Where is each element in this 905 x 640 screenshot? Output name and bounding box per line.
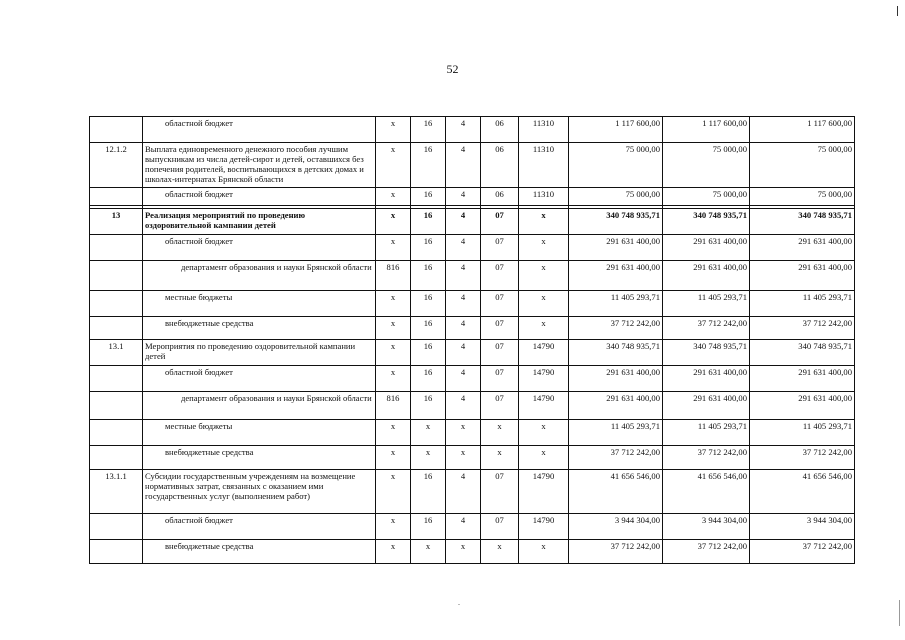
code-cell: х xyxy=(519,540,569,564)
amount-cell: 75 000,00 xyxy=(569,143,663,188)
amount-cell: 37 712 242,00 xyxy=(750,540,855,564)
budget-table xyxy=(89,116,855,564)
amount-cell: 291 631 400,00 xyxy=(663,261,750,291)
code-cell: х xyxy=(376,291,411,317)
code-cell: х xyxy=(519,420,569,446)
amount-cell: 291 631 400,00 xyxy=(569,235,663,261)
row-number-cell xyxy=(90,291,143,317)
code-cell: 16 xyxy=(411,261,446,291)
row-number-cell xyxy=(90,317,143,340)
code-cell: 06 xyxy=(481,188,519,206)
code-cell: х xyxy=(376,317,411,340)
code-cell: х xyxy=(411,540,446,564)
amount-cell: 75 000,00 xyxy=(663,188,750,206)
amount-cell: 11 405 293,71 xyxy=(569,420,663,446)
code-cell: 16 xyxy=(411,392,446,420)
amount-cell: 340 748 935,71 xyxy=(750,340,855,366)
code-cell: 816 xyxy=(376,392,411,420)
code-cell: 16 xyxy=(411,188,446,206)
code-cell: 4 xyxy=(446,209,481,235)
row-name-cell: местные бюджеты xyxy=(143,420,376,446)
code-cell: х xyxy=(446,540,481,564)
code-cell: 16 xyxy=(411,143,446,188)
table-row xyxy=(90,235,855,261)
code-cell: х xyxy=(376,340,411,366)
code-cell: 16 xyxy=(411,514,446,540)
code-cell: 07 xyxy=(481,392,519,420)
row-name-cell: Выплата единовременного денежного пособия лучшим выпускникам из числа детей-сирот и детей, оставшихся без попечения родителей, воспитывающихся в детских домах и школах-интернатах Брянской области xyxy=(143,143,376,188)
row-name-cell: областной бюджет xyxy=(143,366,376,392)
code-cell: 4 xyxy=(446,340,481,366)
code-cell: 16 xyxy=(411,291,446,317)
row-name-cell: внебюджетные средства xyxy=(143,446,376,470)
row-number-cell: 12.1.2 xyxy=(90,143,143,188)
row-name-cell: областной бюджет xyxy=(143,235,376,261)
amount-cell: 75 000,00 xyxy=(750,188,855,206)
amount-cell: 75 000,00 xyxy=(663,143,750,188)
code-cell: х xyxy=(376,470,411,514)
code-cell: 07 xyxy=(481,317,519,340)
code-cell: х xyxy=(446,446,481,470)
row-number-cell xyxy=(90,188,143,206)
code-cell: х xyxy=(376,514,411,540)
amount-cell: 37 712 242,00 xyxy=(750,317,855,340)
table-row xyxy=(90,340,855,366)
code-cell: 06 xyxy=(481,143,519,188)
code-cell: 14790 xyxy=(519,514,569,540)
row-number-cell xyxy=(90,540,143,564)
table-row xyxy=(90,317,855,340)
table-row xyxy=(90,514,855,540)
amount-cell: 37 712 242,00 xyxy=(569,446,663,470)
row-number-cell xyxy=(90,420,143,446)
code-cell: 4 xyxy=(446,188,481,206)
code-cell: 07 xyxy=(481,291,519,317)
amount-cell: 1 117 600,00 xyxy=(750,117,855,143)
code-cell: 07 xyxy=(481,514,519,540)
row-name-cell: внебюджетные средства xyxy=(143,317,376,340)
code-cell: х xyxy=(519,317,569,340)
amount-cell: 1 117 600,00 xyxy=(569,117,663,143)
table-row xyxy=(90,261,855,291)
code-cell: х xyxy=(519,209,569,235)
code-cell: х xyxy=(519,291,569,317)
amount-cell: 291 631 400,00 xyxy=(663,366,750,392)
row-name-cell: областной бюджет xyxy=(143,117,376,143)
amount-cell: 1 117 600,00 xyxy=(663,117,750,143)
amount-cell: 11 405 293,71 xyxy=(569,291,663,317)
row-number-cell xyxy=(90,392,143,420)
amount-cell: 291 631 400,00 xyxy=(750,366,855,392)
code-cell: х xyxy=(481,446,519,470)
code-cell: х xyxy=(411,420,446,446)
amount-cell: 37 712 242,00 xyxy=(663,446,750,470)
amount-cell: 291 631 400,00 xyxy=(663,235,750,261)
row-number-cell xyxy=(90,366,143,392)
amount-cell: 37 712 242,00 xyxy=(663,540,750,564)
amount-cell: 291 631 400,00 xyxy=(750,261,855,291)
code-cell: х xyxy=(376,540,411,564)
code-cell: 14790 xyxy=(519,470,569,514)
amount-cell: 291 631 400,00 xyxy=(750,235,855,261)
code-cell: х xyxy=(481,420,519,446)
amount-cell: 41 656 546,00 xyxy=(750,470,855,514)
code-cell: 16 xyxy=(411,470,446,514)
code-cell: х xyxy=(376,420,411,446)
table-row xyxy=(90,420,855,446)
table-row xyxy=(90,470,855,514)
code-cell: 16 xyxy=(411,366,446,392)
table-row xyxy=(90,188,855,206)
amount-cell: 75 000,00 xyxy=(569,188,663,206)
code-cell: 4 xyxy=(446,317,481,340)
code-cell: 4 xyxy=(446,143,481,188)
amount-cell: 11 405 293,71 xyxy=(663,420,750,446)
code-cell: 4 xyxy=(446,366,481,392)
amount-cell: 291 631 400,00 xyxy=(663,392,750,420)
code-cell: х xyxy=(376,143,411,188)
row-number-cell xyxy=(90,117,143,143)
code-cell: 4 xyxy=(446,514,481,540)
code-cell: 16 xyxy=(411,209,446,235)
code-cell: х xyxy=(481,540,519,564)
table-row xyxy=(90,117,855,143)
code-cell: х xyxy=(376,188,411,206)
code-cell: х xyxy=(376,366,411,392)
amount-cell: 11 405 293,71 xyxy=(750,420,855,446)
code-cell: х xyxy=(519,446,569,470)
code-cell: 07 xyxy=(481,209,519,235)
amount-cell: 291 631 400,00 xyxy=(750,392,855,420)
amount-cell: 37 712 242,00 xyxy=(569,317,663,340)
amount-cell: 41 656 546,00 xyxy=(569,470,663,514)
amount-cell: 11 405 293,71 xyxy=(750,291,855,317)
code-cell: х xyxy=(376,446,411,470)
code-cell: 11310 xyxy=(519,117,569,143)
row-name-cell: областной бюджет xyxy=(143,514,376,540)
code-cell: 07 xyxy=(481,366,519,392)
code-cell: 16 xyxy=(411,340,446,366)
code-cell: 07 xyxy=(481,340,519,366)
amount-cell: 291 631 400,00 xyxy=(569,261,663,291)
code-cell: 11310 xyxy=(519,143,569,188)
code-cell: 4 xyxy=(446,261,481,291)
code-cell: х xyxy=(376,117,411,143)
table-row xyxy=(90,209,855,235)
amount-cell: 11 405 293,71 xyxy=(663,291,750,317)
amount-cell: 37 712 242,00 xyxy=(569,540,663,564)
code-cell: 07 xyxy=(481,261,519,291)
page-number: 52 xyxy=(446,62,459,76)
code-cell: 4 xyxy=(446,235,481,261)
amount-cell: 291 631 400,00 xyxy=(569,366,663,392)
row-number-cell: 13 xyxy=(90,209,143,235)
table-row xyxy=(90,366,855,392)
row-name-cell: департамент образования и науки Брянской области xyxy=(143,392,376,420)
row-number-cell xyxy=(90,514,143,540)
amount-cell: 3 944 304,00 xyxy=(663,514,750,540)
amount-cell: 75 000,00 xyxy=(750,143,855,188)
code-cell: 16 xyxy=(411,235,446,261)
row-name-cell: местные бюджеты xyxy=(143,291,376,317)
amount-cell: 3 944 304,00 xyxy=(750,514,855,540)
code-cell: 06 xyxy=(481,117,519,143)
code-cell: 11310 xyxy=(519,188,569,206)
table-row xyxy=(90,291,855,317)
row-name-cell: Реализация мероприятий по проведению оздоровительной кампании детей xyxy=(143,209,376,235)
amount-cell: 37 712 242,00 xyxy=(663,317,750,340)
row-name-cell: внебюджетные средства xyxy=(143,540,376,564)
code-cell: 4 xyxy=(446,291,481,317)
code-cell: 16 xyxy=(411,317,446,340)
code-cell: 14790 xyxy=(519,340,569,366)
row-number-cell: 13.1.1 xyxy=(90,470,143,514)
row-number-cell xyxy=(90,235,143,261)
amount-cell: 3 944 304,00 xyxy=(569,514,663,540)
amount-cell: 41 656 546,00 xyxy=(663,470,750,514)
code-cell: 14790 xyxy=(519,366,569,392)
code-cell: 4 xyxy=(446,117,481,143)
amount-cell: 291 631 400,00 xyxy=(569,392,663,420)
code-cell: 16 xyxy=(411,117,446,143)
table-row xyxy=(90,143,855,188)
code-cell: 4 xyxy=(446,392,481,420)
code-cell: х xyxy=(376,235,411,261)
amount-cell: 340 748 935,71 xyxy=(663,340,750,366)
code-cell: 816 xyxy=(376,261,411,291)
code-cell: х xyxy=(411,446,446,470)
row-name-cell: областной бюджет xyxy=(143,188,376,206)
amount-cell: 37 712 242,00 xyxy=(750,446,855,470)
code-cell: 07 xyxy=(481,470,519,514)
code-cell: х xyxy=(519,235,569,261)
code-cell: 07 xyxy=(481,235,519,261)
row-number-cell: 13.1 xyxy=(90,340,143,366)
code-cell: х xyxy=(446,420,481,446)
table-row xyxy=(90,540,855,564)
row-number-cell xyxy=(90,446,143,470)
scan-edge-mark xyxy=(897,6,898,16)
row-name-cell: департамент образования и науки Брянской области xyxy=(143,261,376,291)
amount-cell: 340 748 935,71 xyxy=(750,209,855,235)
amount-cell: 340 748 935,71 xyxy=(663,209,750,235)
code-cell: х xyxy=(376,209,411,235)
row-name-cell: Мероприятия по проведению оздоровительной кампании детей xyxy=(143,340,376,366)
row-number-cell xyxy=(90,261,143,291)
scan-artifact xyxy=(458,604,460,605)
code-cell: 14790 xyxy=(519,392,569,420)
scan-edge-mark xyxy=(899,600,900,626)
amount-cell: 340 748 935,71 xyxy=(569,209,663,235)
code-cell: 4 xyxy=(446,470,481,514)
table-row xyxy=(90,392,855,420)
amount-cell: 340 748 935,71 xyxy=(569,340,663,366)
table-row xyxy=(90,446,855,470)
code-cell: х xyxy=(519,261,569,291)
row-name-cell: Субсидии государственным учреждениям на возмещение нормативных затрат, связанных с оказанием ими государственных услуг (выполнением работ) xyxy=(143,470,376,514)
